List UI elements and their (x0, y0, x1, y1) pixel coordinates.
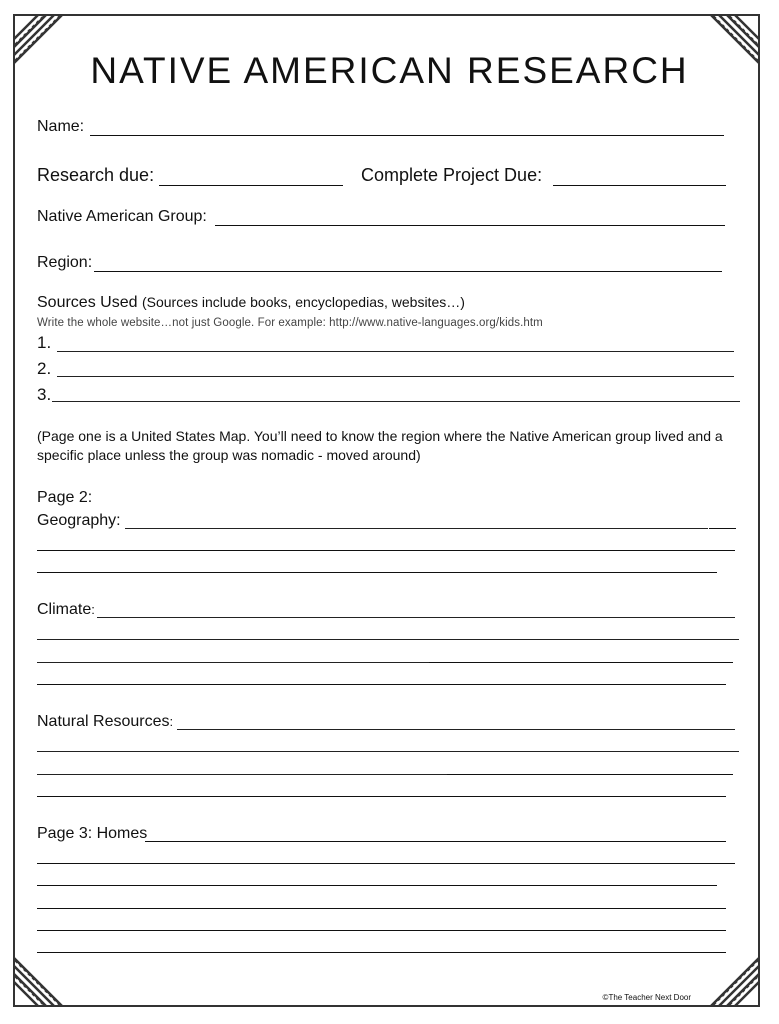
homes-line-2[interactable] (37, 863, 735, 864)
group-label: Native American Group: (37, 208, 207, 225)
natural-resources-line-3a[interactable] (37, 774, 447, 775)
homes-line-3[interactable] (37, 885, 717, 886)
geography-line-1-end (709, 528, 736, 529)
page-title: NATIVE AMERICAN RESEARCH (90, 50, 689, 91)
homes-line-5[interactable] (37, 930, 726, 931)
climate-line-1[interactable] (97, 617, 735, 618)
sources-note: (Sources include books, encyclopedias, websites…) (141, 294, 465, 310)
source-3-label: 3. (37, 385, 52, 404)
natural-resources-heading (37, 712, 173, 732)
geography-line-1[interactable] (125, 528, 708, 529)
corner-decoration-bottom-left (13, 947, 73, 1007)
natural-resources-line-3b[interactable] (447, 774, 733, 775)
source-2-line[interactable] (57, 376, 734, 377)
natural-resources-colon: : (169, 714, 174, 729)
climate-label: Climate (37, 601, 92, 618)
geography-line-2[interactable] (37, 550, 735, 551)
homes-line-6[interactable] (37, 952, 726, 953)
source-3-line[interactable] (52, 401, 740, 402)
page-2-label: Page 2: (37, 489, 93, 506)
page-3-homes-label: Page 3: Homes (37, 825, 148, 842)
sources-heading (37, 292, 465, 313)
natural-resources-line-2[interactable] (37, 751, 739, 752)
page-one-note: (Page one is a United States Map. You’ll need to know the region where the Native American group lived and a specific place unless the group was nomadic - moved around) (37, 428, 723, 463)
geography-label: Geography: (37, 512, 121, 529)
climate-heading (37, 600, 95, 620)
region-line[interactable] (94, 271, 722, 272)
corner-decoration-bottom-right (700, 947, 760, 1007)
homes-line-4[interactable] (37, 908, 726, 909)
sources-label: Sources Used (37, 294, 138, 311)
copyright-footer: ©The Teacher Next Door (602, 993, 691, 1002)
climate-colon: : (91, 602, 95, 617)
climate-line-2[interactable] (37, 639, 739, 640)
climate-line-4[interactable] (37, 684, 726, 685)
complete-project-due-label: Complete Project Due: (361, 165, 543, 185)
natural-resources-line-4[interactable] (37, 796, 726, 797)
name-line[interactable] (90, 135, 724, 136)
region-label: Region: (37, 254, 93, 271)
source-1-label: 1. (37, 333, 52, 352)
group-line[interactable] (215, 225, 725, 226)
natural-resources-line-1[interactable] (177, 729, 735, 730)
source-1-line[interactable] (57, 351, 734, 352)
page-border (13, 14, 760, 1007)
homes-line-1[interactable] (145, 841, 726, 842)
research-due-line[interactable] (159, 185, 343, 186)
climate-line-3a[interactable] (37, 662, 429, 663)
source-2-label: 2. (37, 359, 52, 378)
name-label: Name: (37, 118, 85, 135)
climate-line-3b[interactable] (429, 662, 733, 663)
geography-line-3[interactable] (37, 572, 717, 573)
research-due-label: Research due: (37, 165, 155, 185)
sources-instructions: Write the whole website…not just Google. For example: http://www.native-languages.org/kids.htm (37, 317, 543, 329)
natural-resources-label: Natural Resources (37, 713, 170, 730)
complete-project-due-line[interactable] (553, 185, 726, 186)
